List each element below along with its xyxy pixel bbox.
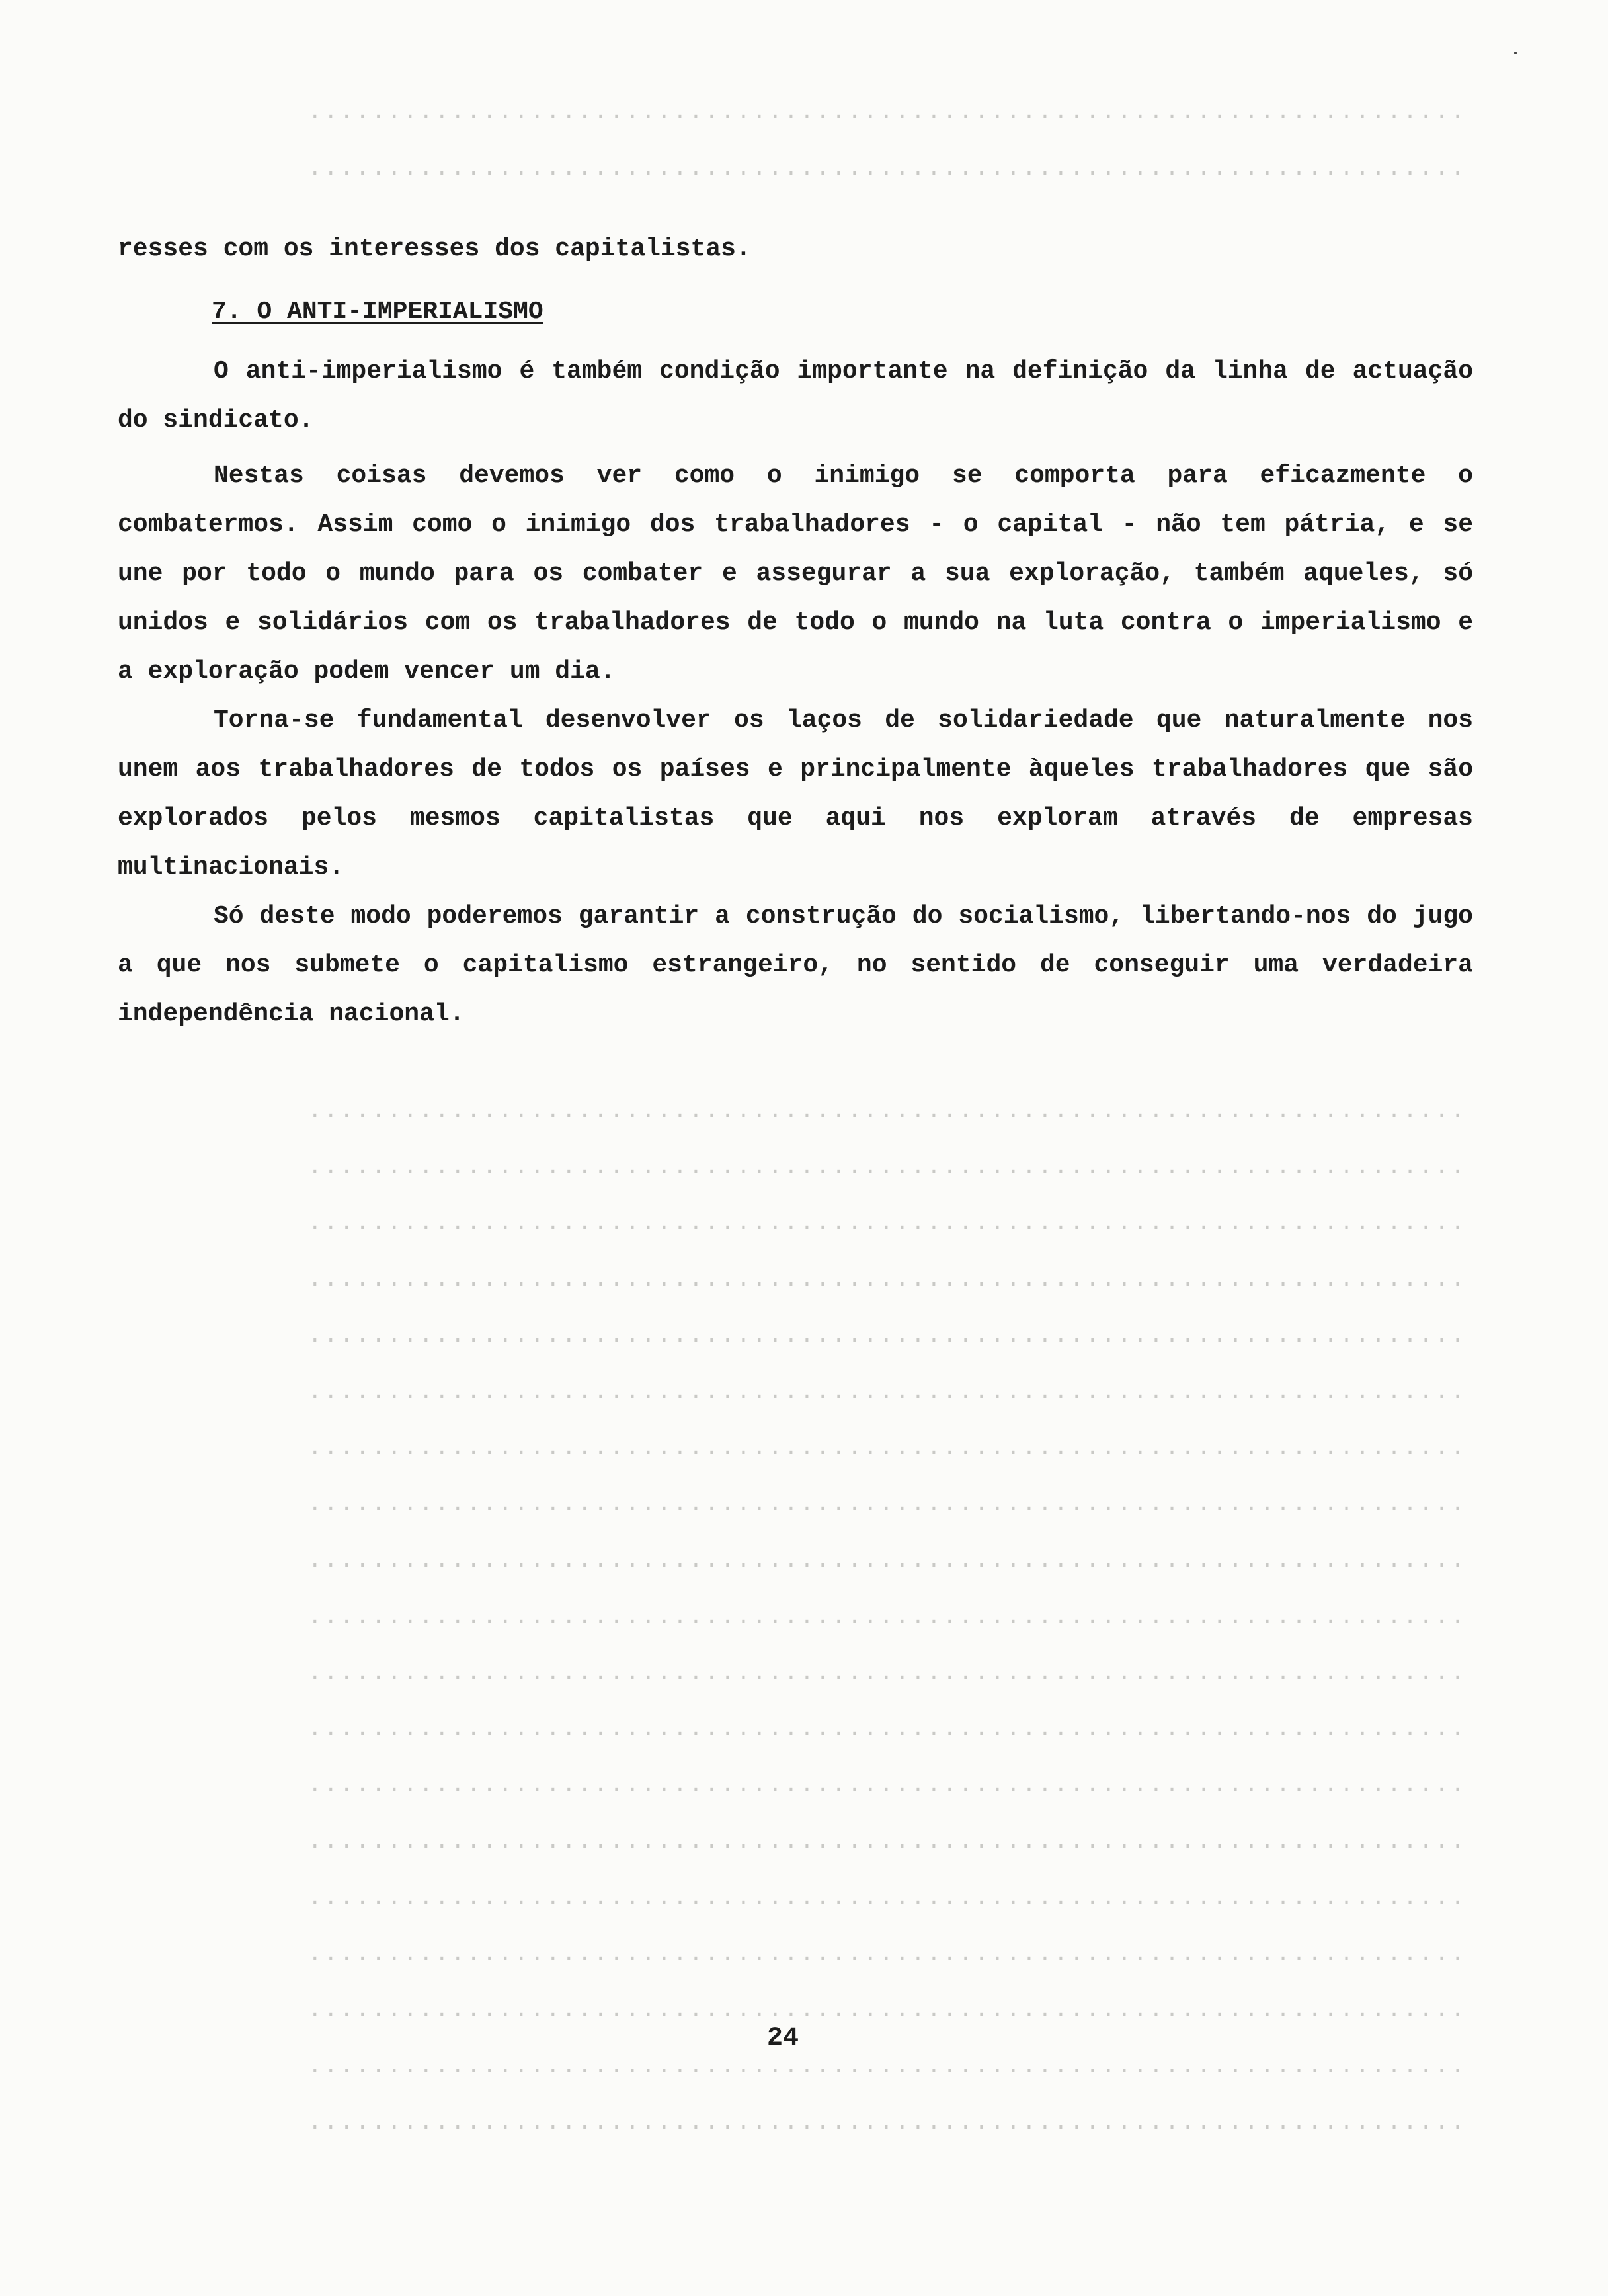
paragraph: Nestas coisas devemos ver como o inimigo se comporta para eficazmente o combatermos. Assim como o inimigo dos trabalhadores - o capital - não tem pátria, e se une por todo o mundo para os combater e assegurar a sua exploração, também aqueles, só unidos e solidários com os trabalhadores de todo o mundo na luta contra o imperialismo e a exploração podem vencer um dia.: [118, 462, 1473, 686]
bleed-through-line: .........................................................................: [305, 2053, 1465, 2080]
page-number: 24: [767, 2024, 799, 2053]
bleed-through-line: .........................................................................: [305, 1435, 1465, 1461]
section-body: [118, 347, 1473, 1039]
bleed-through-line: .........................................................................: [305, 1210, 1465, 1237]
bleed-through-line: .........................................................................: [305, 1154, 1465, 1180]
paragraph: O anti-imperialismo é também condição importante na definição da linha de actuação do sindicato.: [118, 357, 1473, 434]
body-text: [118, 225, 1473, 274]
bleed-through-line: .........................................................................: [305, 2110, 1465, 2136]
bleed-through-line: .........................................................................: [305, 1323, 1465, 1349]
bleed-through-line: .........................................................................: [305, 1547, 1465, 1574]
bleed-through-line: .........................................................................: [305, 1604, 1465, 1630]
bleed-through-line: .........................................................................: [305, 99, 1465, 126]
bleed-through-line: .........................................................................: [305, 1266, 1465, 1293]
bleed-through-line: .........................................................................: [305, 1379, 1465, 1405]
bleed-through-line: .........................................................................: [305, 1098, 1465, 1124]
bleed-through-line: .........................................................................: [305, 1491, 1465, 1518]
bleed-through-line: .........................................................................: [305, 155, 1465, 182]
paragraph: Torna-se fundamental desenvolver os laços de solidariedade que naturalmente nos unem aos trabalhadores de todos os países e principalmente àqueles trabalhadores que são explorados pelos mesmos capitalistas que aqui nos exploram através de empresas multinacionais.: [118, 706, 1473, 882]
paragraph: Só deste modo poderemos garantir a construção do socialismo, libertando-nos do jugo a que nos submete o capitalismo estrangeiro, no sentido de conseguir uma verdadeira independência nacional.: [118, 902, 1473, 1028]
bleed-through-line: .........................................................................: [305, 1716, 1465, 1742]
bleed-through-line: .........................................................................: [305, 1828, 1465, 1855]
section-heading: 7. O ANTI-IMPERIALISMO: [212, 298, 543, 326]
bleed-through-line: .........................................................................: [305, 1772, 1465, 1799]
bleed-through-line: .........................................................................: [305, 1941, 1465, 1967]
speck-mark: [1514, 52, 1517, 54]
bleed-through-line: .........................................................................: [305, 1997, 1465, 2024]
bleed-through-line: .........................................................................: [305, 1885, 1465, 1911]
first-line: resses com os interesses dos capitalistas.: [118, 235, 751, 263]
bleed-through-line: .........................................................................: [305, 1660, 1465, 1686]
